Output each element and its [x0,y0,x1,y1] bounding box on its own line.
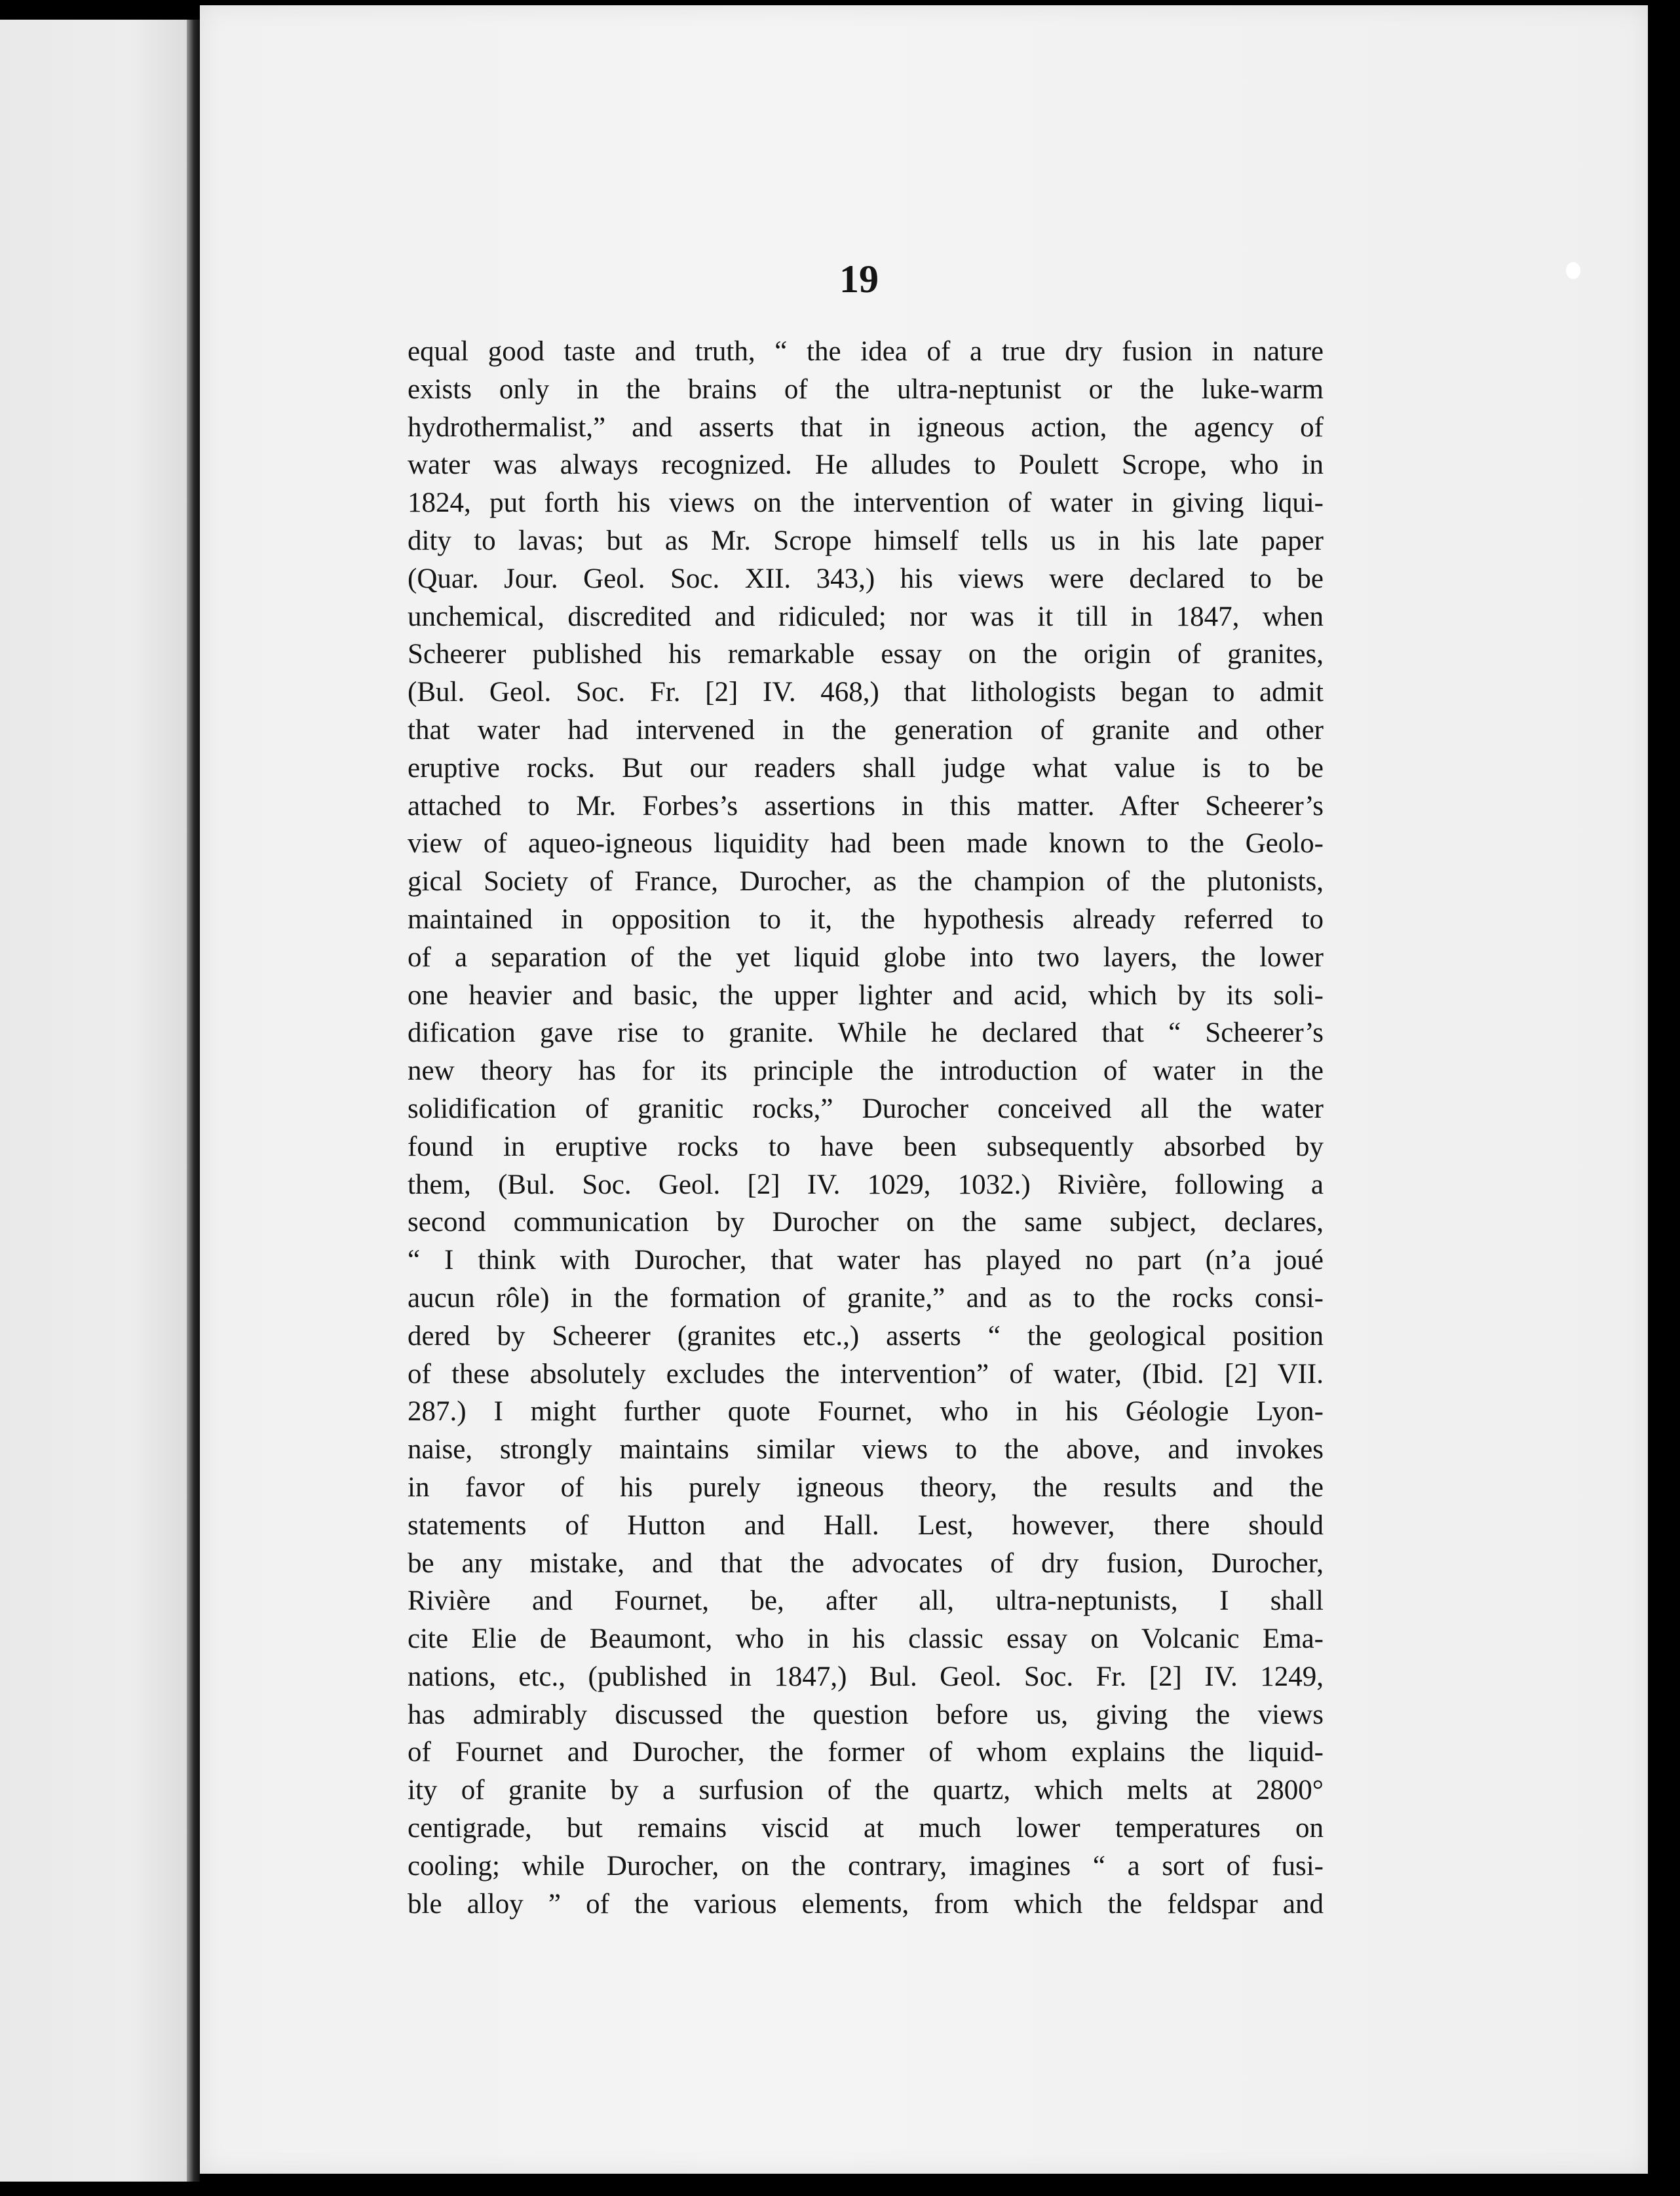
text-line: them, (Bul. Soc. Geol. [2] IV. 1029, 1032.) Rivière, following a [408,1169,1324,1200]
text-line: 287.) I might further quote Fournet, who in his Géologie Lyon- [408,1396,1324,1428]
text-line: of Fournet and Durocher, the former of whom explains the liquid- [408,1737,1324,1768]
text-line: (Quar. Jour. Geol. Soc. XII. 343,) his views were declared to be [408,563,1324,594]
text-line: nations, etc., (published in 1847,) Bul. Geol. Soc. Fr. [2] IV. 1249, [408,1661,1324,1692]
text-line: in favor of his purely igneous theory, the results and the [408,1471,1324,1503]
text-line: unchemical, discredited and ridiculed; nor was it till in 1847, when [408,601,1324,632]
text-line: found in eruptive rocks to have been subsequently absorbed by [408,1131,1324,1162]
text-line: ble alloy ” of the various elements, from which the feldspar and [408,1888,1324,1920]
text-line: attached to Mr. Forbes’s assertions in this matter. After Scheerer’s [408,790,1324,822]
text-line: new theory has for its principle the introduction of water in the [408,1055,1324,1087]
text-line: water was always recognized. He alludes to Poulett Scrope, who in [408,449,1324,481]
text-line: ity of granite by a surfusion of the quartz, which melts at 2800° [408,1775,1324,1806]
text-line: maintained in opposition to it, the hypothesis already referred to [408,903,1324,935]
text-line: has admirably discussed the question before us, giving the views [408,1699,1324,1730]
text-line: hydrothermalist,” and asserts that in igneous action, the agency of [408,411,1324,443]
book-gutter [187,20,200,2182]
scan-border-right [1648,0,1680,2196]
text-line: exists only in the brains of the ultra-neptunist or the luke-warm [408,373,1324,405]
body-text [408,333,1324,1923]
text-line: one heavier and basic, the upper lighter and acid, which by its soli- [408,979,1324,1011]
facing-page-edge [0,20,187,2182]
text-line: solidification of granitic rocks,” Durocher conceived all the water [408,1093,1324,1124]
text-line: that water had intervened in the generation of granite and other [408,714,1324,746]
text-line: dity to lavas; but as Mr. Scrope himself tells us in his late paper [408,525,1324,556]
text-line: of a separation of the yet liquid globe into two layers, the lower [408,941,1324,973]
scan-speck [1566,262,1580,279]
text-line: “ I think with Durocher, that water has played no part (n’a joué [408,1245,1324,1276]
text-line: cite Elie de Beaumont, who in his classic essay on Volcanic Ema- [408,1623,1324,1655]
text-line: gical Society of France, Durocher, as the champion of the plutonists, [408,866,1324,898]
text-line: view of aqueo-igneous liquidity had been made known to the Geolo- [408,828,1324,860]
text-line: Scheerer published his remarkable essay on the origin of granites, [408,639,1324,670]
text-line: be any mistake, and that the advocates of dry fusion, Durocher, [408,1547,1324,1579]
text-line: equal good taste and truth, “ the idea of a true dry fusion in nature [408,336,1324,367]
text-line: eruptive rocks. But our readers shall judge what value is to be [408,752,1324,784]
text-line: Rivière and Fournet, be, after all, ultra-neptunists, I shall [408,1585,1324,1617]
text-line: dered by Scheerer (granites etc.,) asserts “ the geological position [408,1320,1324,1352]
page-number: 19 [839,257,879,301]
text-line: second communication by Durocher on the same subject, declares, [408,1207,1324,1238]
text-line: centigrade, but remains viscid at much lower temperatures on [408,1813,1324,1844]
text-line: naise, strongly maintains similar views to the above, and invokes [408,1434,1324,1466]
text-line: aucun rôle) in the formation of granite,” and as to the rocks consi- [408,1282,1324,1314]
text-line: statements of Hutton and Hall. Lest, however, there should [408,1509,1324,1541]
text-line: dification gave rise to granite. While he declared that “ Scheerer’s [408,1017,1324,1049]
text-line: 1824, put forth his views on the intervention of water in giving liqui- [408,487,1324,519]
text-line: cooling; while Durocher, on the contrary, imagines “ a sort of fusi- [408,1850,1324,1882]
text-line: (Bul. Geol. Soc. Fr. [2] IV. 468,) that lithologists began to admit [408,677,1324,708]
text-line: of these absolutely excludes the intervention” of water, (Ibid. [2] VII. [408,1358,1324,1390]
